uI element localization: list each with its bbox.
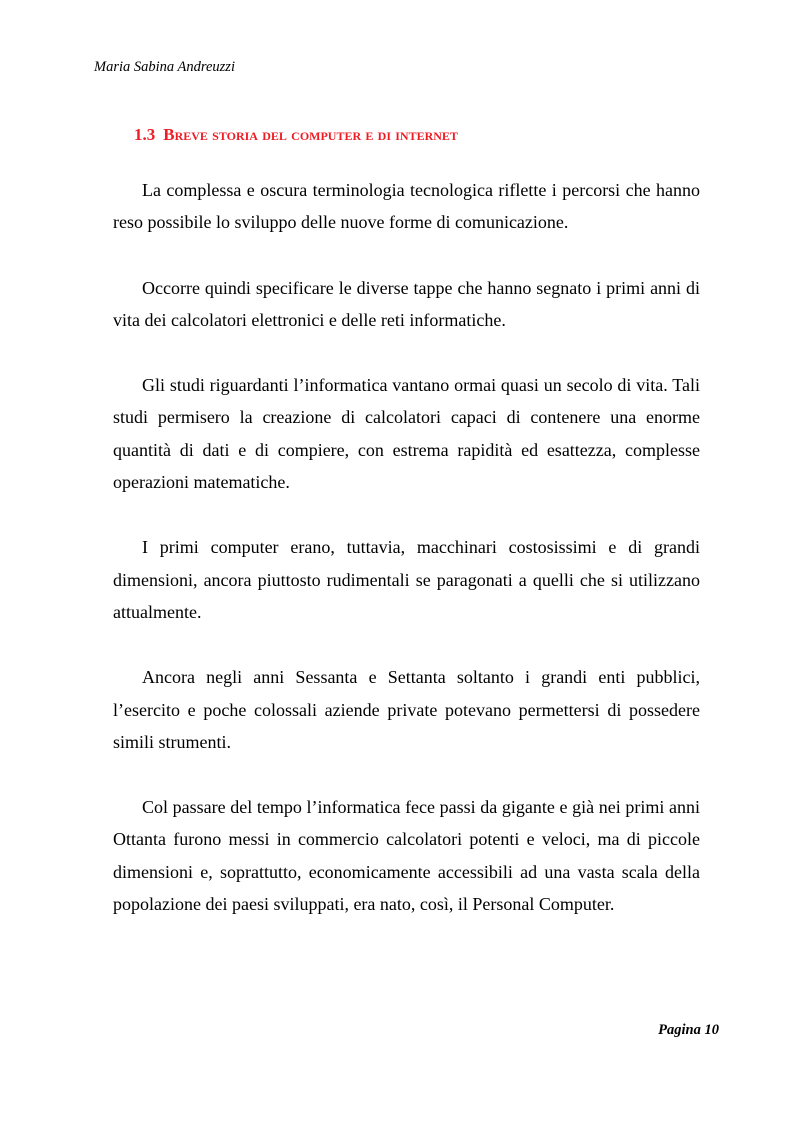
paragraph: La complessa e oscura terminologia tecnologica riflette i percorsi che hanno reso possibile lo sviluppo delle nuove forme di comunicazione.	[113, 180, 700, 233]
paragraph: I primi computer erano, tuttavia, macchinari costosissimi e di grandi dimensioni, ancora piuttosto rudimentali se paragonati a quelli che si utilizzano attualmente.	[113, 537, 700, 622]
section-heading	[134, 124, 458, 146]
paragraph: Col passare del tempo l’informatica fece passi da gigante e già nei primi anni Ottanta furono messi in commercio calcolatori potenti e veloci, ma di piccole dimensioni e, soprattutto, economicamente accessibili ad una vasta scala della popolazione dei paesi sviluppati, era nato, così, il Personal Computer.	[113, 797, 700, 915]
page-number: Pagina 10	[658, 1022, 719, 1038]
paragraph: Occorre quindi specificare le diverse tappe che hanno segnato i primi anni di vita dei calcolatori elettronici e delle reti informatiche.	[113, 277, 700, 330]
body-text	[113, 174, 700, 953]
header-author: Maria Sabina Andreuzzi	[94, 59, 235, 75]
section-number: 1.3	[134, 125, 156, 144]
paragraph: Ancora negli anni Sessanta e Settanta soltanto i grandi enti pubblici, l’esercito e poche colossali aziende private potevano permettersi di possedere simili strumenti.	[113, 667, 700, 752]
paragraph: Gli studi riguardanti l’informatica vantano ormai quasi un secolo di vita. Tali studi permisero la creazione di calcolatori capaci di contenere una enorme quantità di dati e di compiere, con estrema rapidità ed esattezza, complesse operazioni matematiche.	[113, 375, 700, 493]
section-title: Breve storia del computer e di internet	[163, 125, 458, 144]
